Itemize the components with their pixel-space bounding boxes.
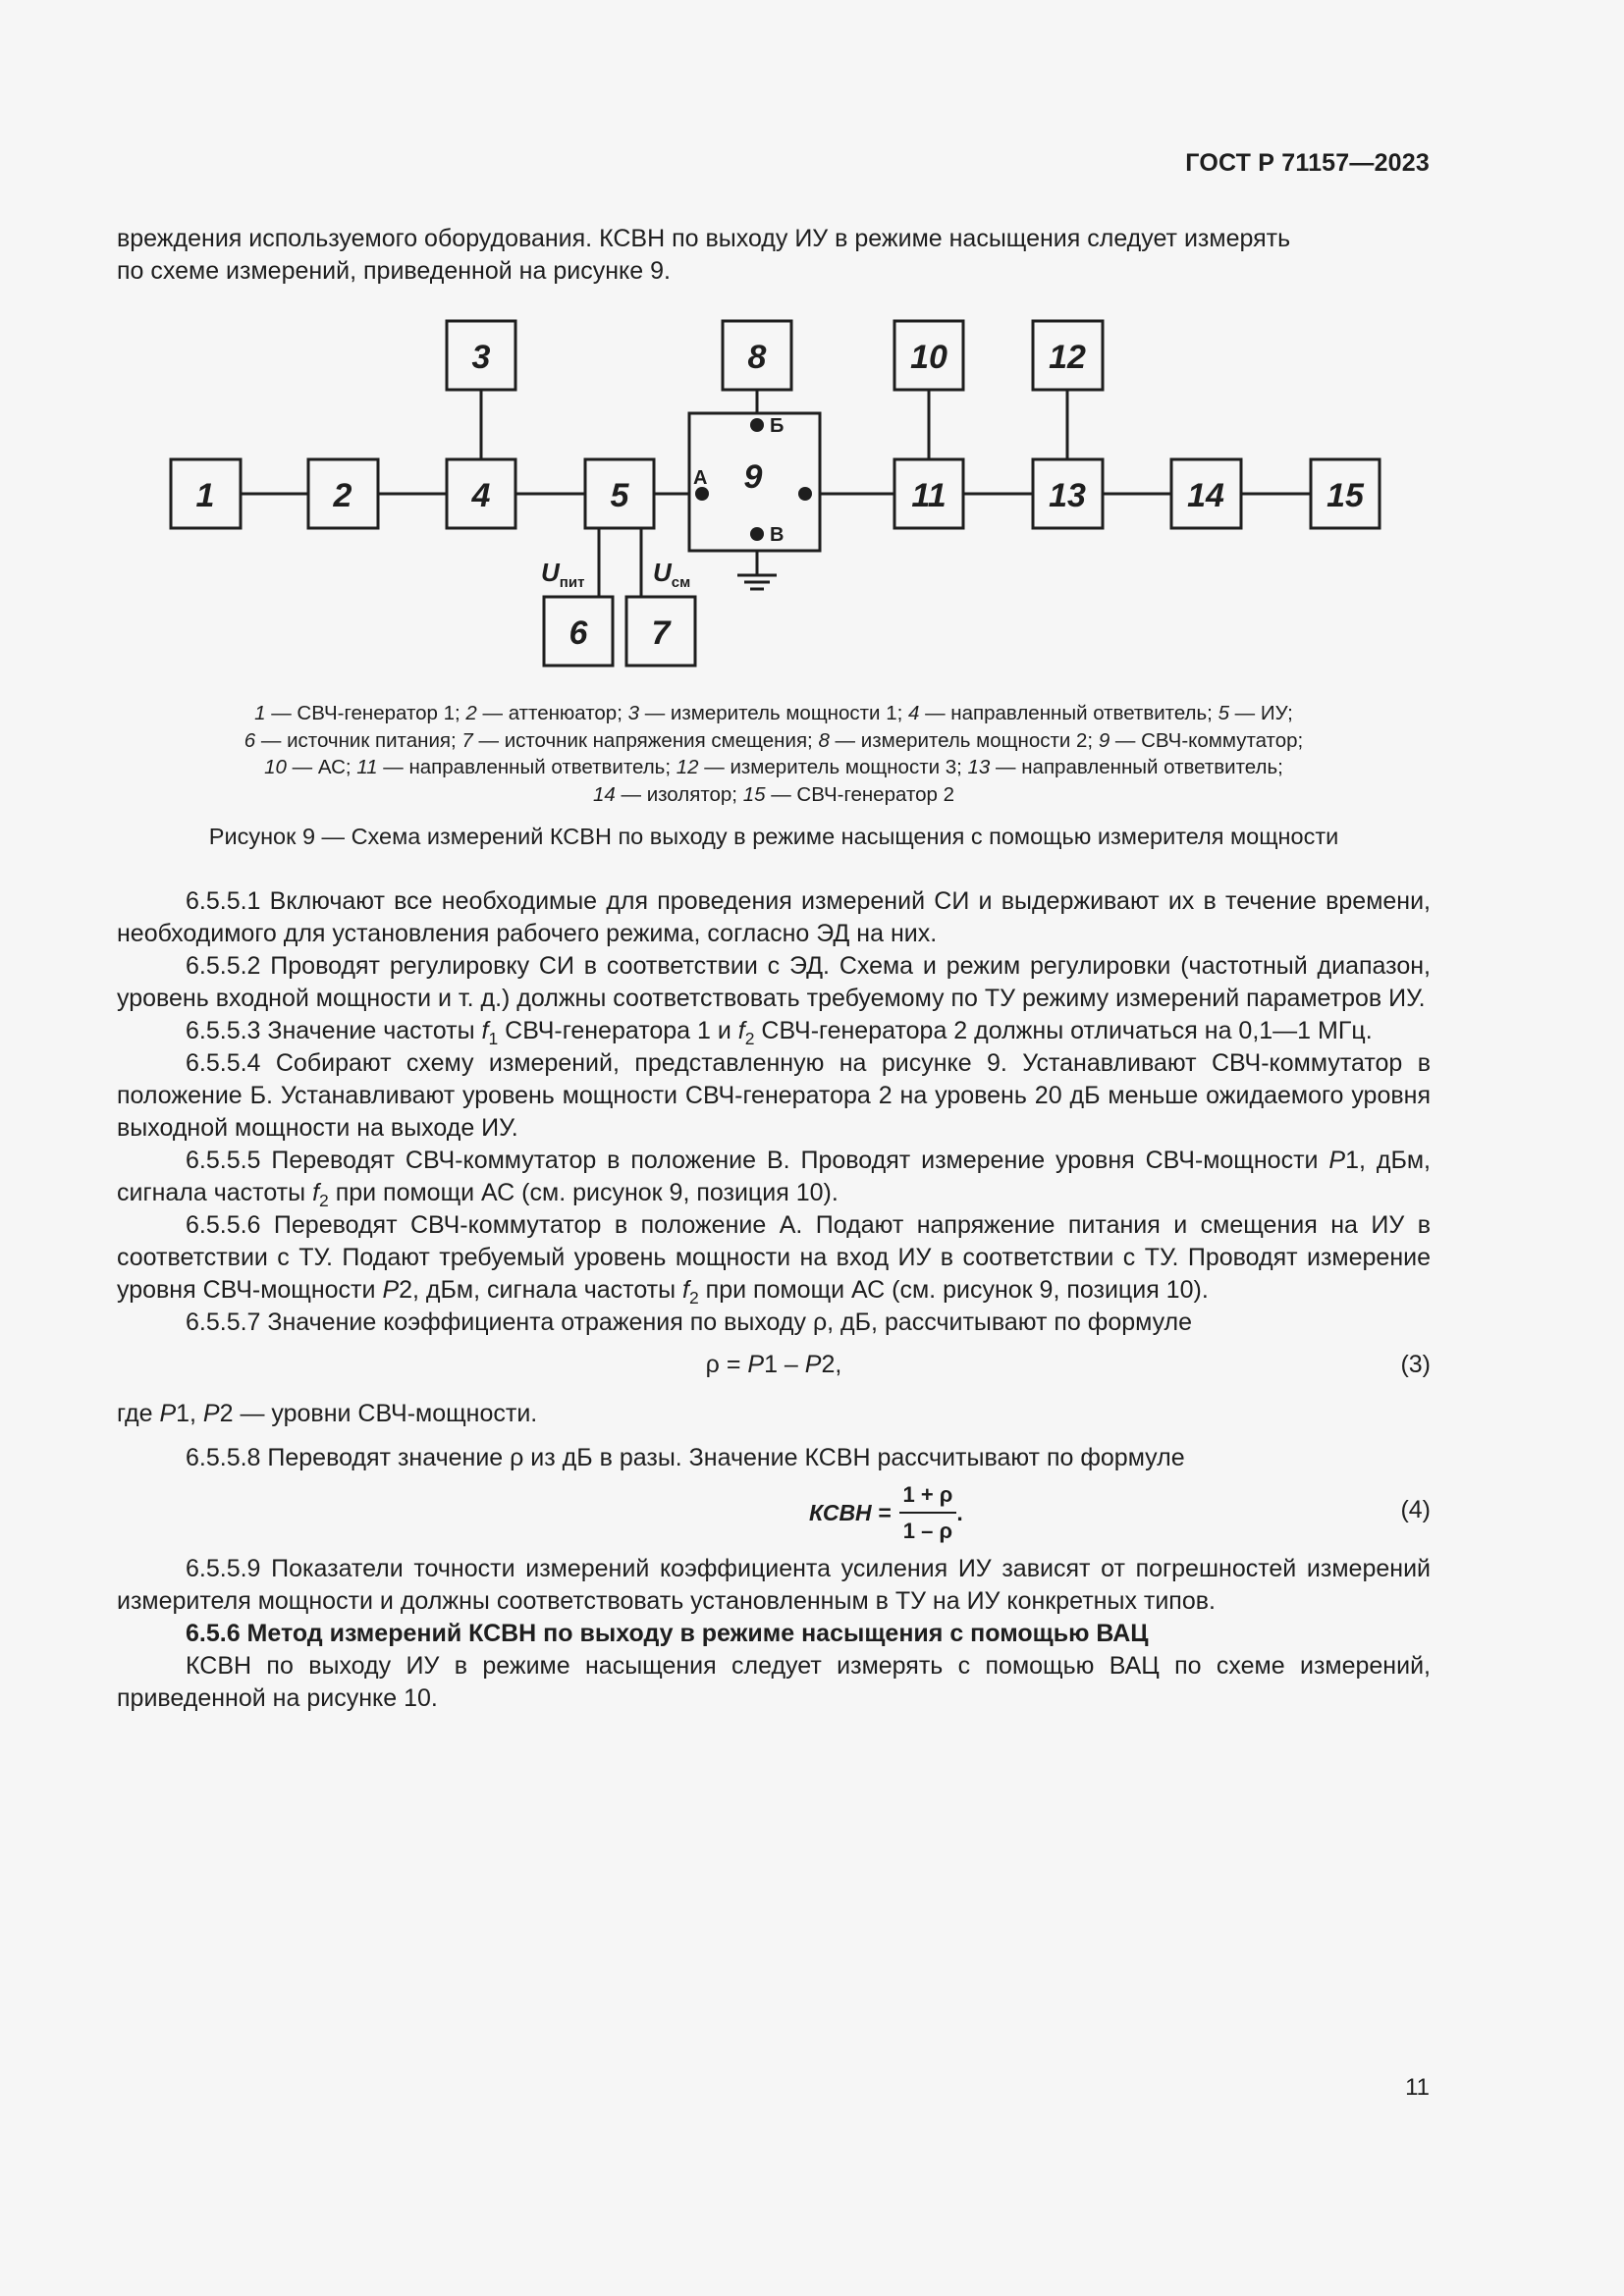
paragraph-6552: 6.5.5.2 Проводят регулировку СИ в соответствии с ЭД. Схема и режим регулировки (частотный диапазон, уровень входной мощности и т. д.) должны соответствовать требуемому по ТУ режиму измерений параметров ИУ. (117, 952, 1431, 1012)
legend-item-text: — измеритель мощности 2; (829, 728, 1099, 752)
legend-item-number: 13 (967, 756, 991, 778)
legend-item-text: — СВЧ-генератор 1; (265, 702, 466, 724)
paragraph-6555: 6.5.5.5 Переводят СВЧ-коммутатор в положение В. Проводят измерение уровня СВЧ-мощности P1, дБм, сигнала частоты $f_2$ при помощи АС (см. рисунок 9, позиция 10). (117, 1147, 1431, 1210)
legend-item-number: 15 (742, 782, 766, 806)
legend-item-text: — источник питания; (255, 728, 462, 752)
block-14-label: 14 (1187, 477, 1224, 514)
paragraph-6554: 6.5.5.4 Собирают схему измерений, представленную на рисунке 9. Устанавливают СВЧ-коммутатор в положение Б. Устанавливают уровень мощности СВЧ-генератора 2 на уровень 20 дБ меньше ожидаемого уровня выходной мощности на выходе ИУ. (117, 1049, 1431, 1142)
legend-line (117, 700, 1431, 727)
legend-item-number: 7 (461, 728, 473, 752)
legend-item-number: 4 (907, 702, 920, 724)
measurement-diagram (157, 314, 1394, 677)
legend-line (117, 727, 1431, 755)
block-2-label: 2 (333, 477, 352, 514)
switch-label-c: В (770, 524, 785, 546)
formula-3 (117, 1339, 1431, 1396)
block-13-label: 13 (1049, 477, 1086, 514)
paragraph-6556: 6.5.5.6 Переводят СВЧ-коммутатор в положение А. Подают напряжение питания и смещения на ИУ в соответствии с ТУ. Подают требуемый уровень мощности на вход ИУ в соответствии с ТУ. Проводят измерение уровня СВЧ-мощности P2, дБм, сигнала частоты $f_2$ при помощи АС (см. рисунок 9, позиция 10). (117, 1211, 1431, 1308)
block-9-label: 9 (743, 458, 763, 496)
block-6-label: 6 (568, 614, 588, 652)
legend-item-number: 8 (818, 728, 830, 752)
legend-item-text: — источник напряжения смещения; (472, 728, 819, 752)
legend-item-text: — СВЧ-генератор 2 (765, 782, 954, 806)
formula-4-number: (4) (1400, 1496, 1431, 1523)
page-number: 11 (1405, 2074, 1430, 2101)
paragraph-656: КСВН по выходу ИУ в режиме насыщения следует измерять с помощью ВАЦ по схеме измерений, приведенной на рисунке 10. (117, 1652, 1431, 1712)
block-10-label: 10 (910, 339, 947, 376)
block-5-label: 5 (610, 477, 629, 514)
legend-item-text: — изолятор; (615, 782, 743, 806)
paragraph-6559: 6.5.5.9 Показатели точности измерений коэффициента усиления ИУ зависят от погрешностей измерений измерителя мощности и должны соответствовать установленным в ТУ на ИУ конкретных типов. (117, 1555, 1431, 1615)
formula-4 (117, 1474, 1431, 1545)
switch-contact-b (750, 418, 764, 432)
legend-item-text: — аттенюатор; (476, 702, 628, 724)
switch-label-a: А (693, 467, 708, 489)
legend-item-number: 10 (264, 756, 287, 778)
block-12-label: 12 (1049, 339, 1086, 376)
legend-line (117, 754, 1431, 781)
figure-legend (117, 700, 1431, 808)
switch-contact-c (750, 527, 764, 541)
legend-item-number: 12 (676, 756, 699, 778)
formula-4-expression: КСВН = $\frac{1 + \rho}{1 - \rho}$ . (809, 1478, 963, 1547)
block-7-label: 7 (651, 614, 671, 652)
switch-contact-a (695, 487, 709, 501)
block-8-label: 8 (747, 339, 767, 376)
legend-item-number: 1 (254, 702, 266, 724)
paragraph-6557: 6.5.5.7 Значение коэффициента отражения по выходу ρ, дБ, рассчитывают по формуле (186, 1308, 1193, 1336)
intro-line-1: вреждения используемого оборудования. КСВН по выходу ИУ в режиме насыщения следует измерять (117, 225, 1291, 252)
legend-item-text: — АС; (286, 756, 357, 778)
block-3-label: 3 (471, 339, 491, 376)
paragraph-6553: 6.5.5.3 Значение частоты $f_1$ СВЧ-генератора 1 и $f_2$ СВЧ-генератора 2 должны отличаться на 0,1—1 МГц. (186, 1017, 1373, 1048)
intro-text (117, 223, 1431, 288)
switch-label-b: Б (770, 415, 785, 437)
figure-caption: Рисунок 9 — Схема измерений КСВН по выходу в режиме насыщения с помощью измерителя мощности (208, 824, 1339, 849)
formula-3-where: где P1, P2 — уровни СВЧ-мощности. (117, 1400, 538, 1427)
legend-item-text: — ИУ; (1228, 702, 1293, 724)
block-15-label: 15 (1326, 477, 1364, 514)
paragraph-6551: 6.5.5.1 Включают все необходимые для проведения измерений СИ и выдерживают их в течение времени, необходимого для установления рабочего режима, согласно ЭД на них. (117, 887, 1431, 947)
legend-item-number: 9 (1098, 728, 1110, 752)
legend-item-number: 14 (592, 782, 616, 806)
block-1-label: 1 (195, 477, 215, 514)
block-4-label: 4 (471, 477, 491, 514)
legend-item-text: — измеритель мощности 3; (698, 756, 968, 778)
legend-item-text: — направленный ответвитель; (377, 756, 677, 778)
bias-voltage-label: $U_{см}$ (653, 558, 691, 591)
intro-line-2: по схеме измерений, приведенной на рисунке 9. (117, 257, 671, 285)
heading-656: 6.5.6 Метод измерений КСВН по выходу в режиме насыщения с помощью ВАЦ (186, 1620, 1149, 1647)
formula-3-expression: ρ = P1 – P2, (705, 1351, 842, 1378)
switch-pivot (798, 487, 812, 501)
legend-item-text: — направленный ответвитель; (990, 756, 1283, 778)
paragraph-6558: 6.5.5.8 Переводят значение ρ из дБ в разы. Значение КСВН рассчитывают по формуле (186, 1444, 1185, 1471)
legend-line (117, 781, 1431, 809)
legend-item-number: 11 (356, 756, 378, 778)
legend-item-number: 2 (465, 702, 477, 724)
legend-item-number: 5 (1218, 702, 1229, 724)
block-11-label: 11 (911, 477, 947, 514)
formula-3-number: (3) (1400, 1351, 1431, 1378)
legend-item-text: — измеритель мощности 1; (639, 702, 908, 724)
legend-item-number: 6 (244, 728, 256, 752)
legend-item-text: — СВЧ-коммутатор; (1110, 728, 1304, 752)
standard-designation: ГОСТ Р 71157—2023 (1185, 149, 1430, 177)
legend-item-number: 3 (627, 702, 640, 724)
section-body (117, 885, 1431, 1715)
supply-voltage-label: $U_{пит}$ (541, 558, 585, 591)
legend-item-text: — направленный ответвитель; (919, 702, 1218, 724)
